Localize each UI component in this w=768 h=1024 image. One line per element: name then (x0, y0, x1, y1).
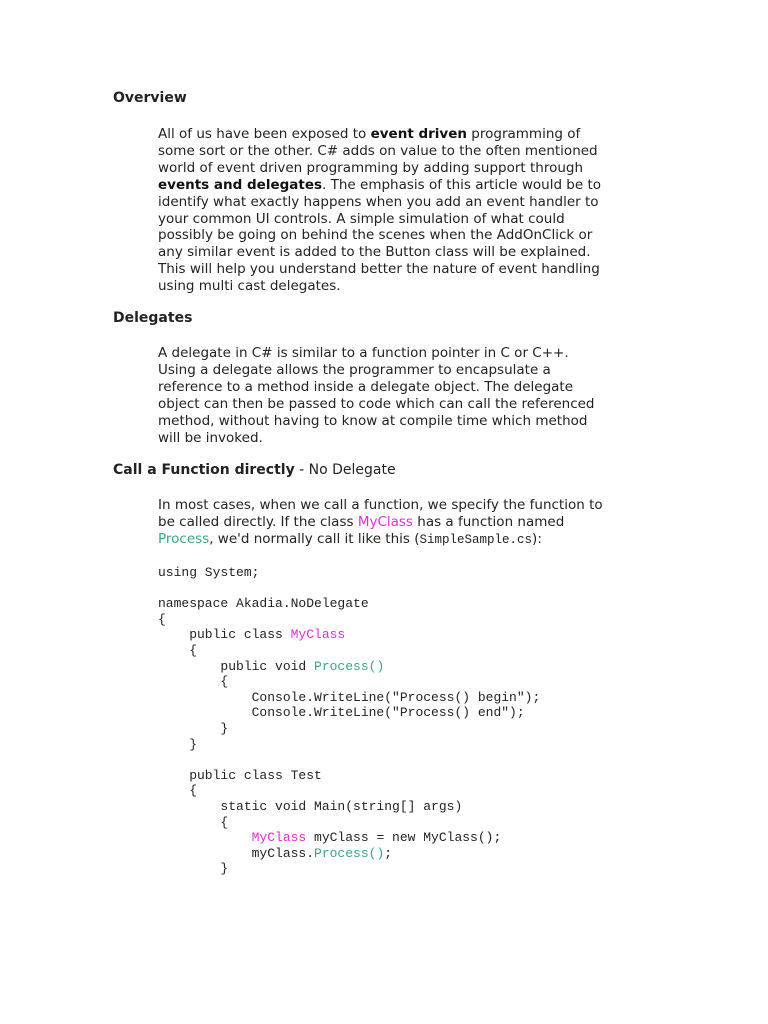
code-line: Console.WriteLine("Process() begin"); (158, 689, 541, 705)
code-line: public class MyClass (158, 627, 346, 643)
code-line: } (158, 720, 229, 736)
file-name: SimpleSample.cs (419, 532, 533, 547)
code-line (158, 581, 540, 597)
myclass-link: MyClass (357, 513, 413, 530)
code-line: namespace Akadia.NoDelegate (158, 596, 369, 612)
code-block (158, 565, 540, 877)
call-directly-paragraph: In most cases, when we call a function, we specify the function to be called directly. If the class MyClass has a function named Process, we'd normally call it like this (SimpleSample.cs): (158, 497, 603, 547)
code-line: static void Main(string[] args) (158, 798, 463, 814)
code-line: using System; (158, 565, 260, 580)
delegates-paragraph: A delegate in C# is similar to a function pointer in C or C++. Using a delegate allows the programmer to encapsulate a reference to a method inside a delegate object. The delegate object can then be passed to code which can call the referenced method, without having to know at compile time which method will be invoked. (158, 345, 595, 446)
code-line: { (158, 674, 229, 690)
code-line: public void Process() (158, 658, 385, 674)
overview-paragraph: All of us have been exposed to event driven programming of some sort or the other. C# adds on value to the often mentioned world of event driven programming by adding support through events and delegates. The emphasis of this article would be to identify what exactly happens when you add an event handler to your common UI controls. A simple simulation of what could possibly be going on behind the scenes when the AddOnClick or any similar event is added to the Button class will be explained. This will help you understand better the nature of event handling using multi cast delegates. (158, 126, 602, 295)
code-line: { (158, 814, 229, 830)
code-line: } (158, 861, 229, 877)
event-driven-bold: event driven (370, 126, 467, 142)
code-line: myClass.Process(); (158, 845, 393, 861)
code-line: } (158, 736, 198, 752)
events-and-delegates-bold: events and delegates (158, 176, 323, 193)
process-link: Process (158, 530, 210, 547)
overview-heading: Overview (113, 90, 187, 106)
code-line: { (158, 783, 198, 799)
call-directly-heading: Call a Function directly - No Delegate (113, 462, 396, 478)
code-line: { (158, 642, 198, 658)
code-line: { (158, 611, 166, 627)
code-line: MyClass myClass = new MyClass(); (251, 830, 502, 846)
code-line: Console.WriteLine("Process() end"); (158, 705, 525, 721)
code-line (158, 752, 540, 768)
code-line: public class Test (158, 767, 322, 783)
delegates-heading: Delegates (113, 310, 193, 326)
